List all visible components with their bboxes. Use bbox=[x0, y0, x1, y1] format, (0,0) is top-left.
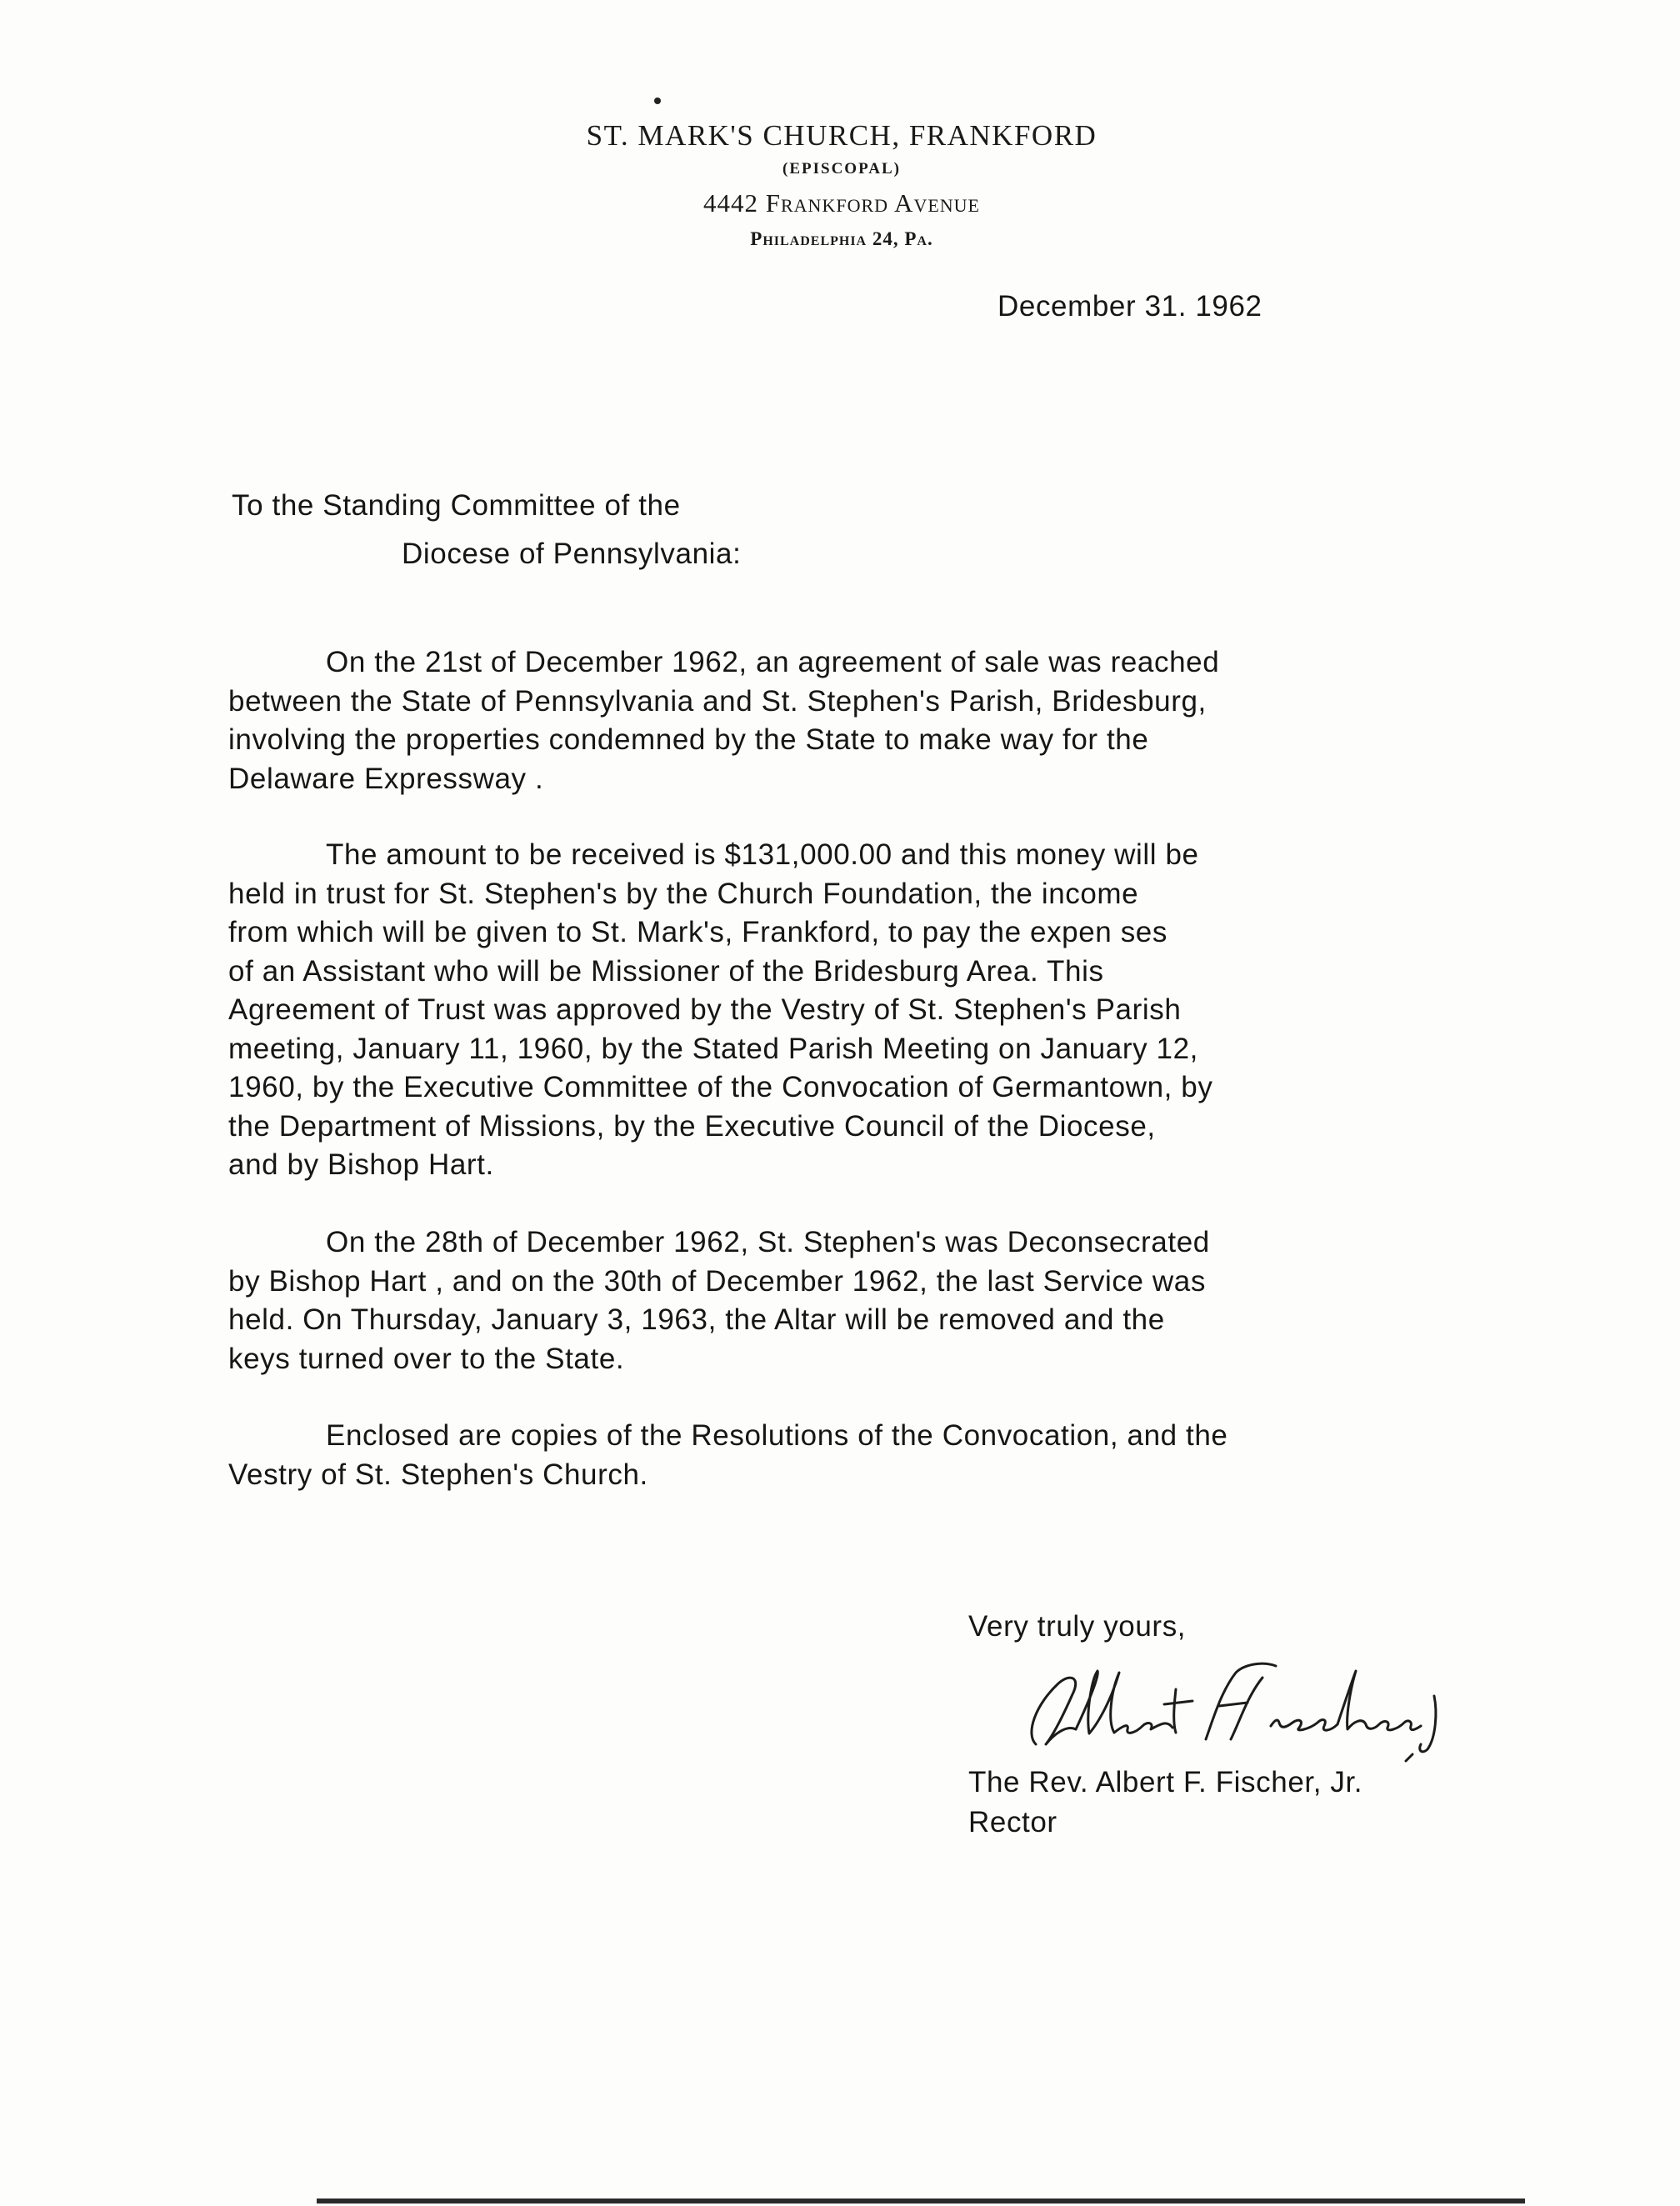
paragraph bbox=[228, 1223, 1437, 1378]
church-name: ST. MARK'S CHURCH, FRANKFORD bbox=[586, 119, 1098, 152]
handwritten-signature bbox=[1021, 1646, 1454, 1763]
paragraph-line: Enclosed are copies of the Resolutions of the Convocation, and the bbox=[326, 1419, 1228, 1452]
paragraph-line: between the State of Pennsylvania and St. Stephen's Parish, Bridesburg, bbox=[228, 684, 1207, 718]
paragraph-line: the Department of Missions, by the Executive Council of the Diocese, bbox=[228, 1109, 1156, 1143]
paragraph-line: meeting, January 11, 1960, by the Stated Parish Meeting on January 12, bbox=[228, 1032, 1198, 1065]
denomination: (EPISCOPAL) bbox=[782, 160, 901, 178]
ink-speck bbox=[654, 98, 661, 104]
paragraph-line: held. On Thursday, January 3, 1963, the Altar will be removed and the bbox=[228, 1303, 1165, 1336]
salutation bbox=[232, 482, 1232, 578]
church-city: Philadelphia 24, Pa. bbox=[750, 228, 933, 249]
paragraph-line: Agreement of Trust was approved by the Vestry of St. Stephen's Parish bbox=[228, 993, 1182, 1026]
paragraph-line: On the 21st of December 1962, an agreement of sale was reached bbox=[326, 646, 1220, 678]
paragraph-line: from which will be given to St. Mark's, Frankford, to pay the expen ses bbox=[228, 916, 1168, 948]
letter-date: December 31. 1962 bbox=[998, 290, 1262, 323]
paragraph-line: 1960, by the Executive Committee of the Convocation of Germantown, by bbox=[228, 1071, 1213, 1103]
paragraph-line: Vestry of St. Stephen's Church. bbox=[228, 1458, 648, 1491]
signer-title: Rector bbox=[968, 1806, 1058, 1838]
signer-name: The Rev. Albert F. Fischer, Jr. bbox=[968, 1766, 1363, 1798]
paragraph-line: keys turned over to the State. bbox=[228, 1342, 625, 1375]
paragraph-line: by Bishop Hart , and on the 30th of December 1962, the last Service was bbox=[228, 1264, 1206, 1298]
paragraph-line: The amount to be received is $131,000.00 and this money will be bbox=[326, 838, 1199, 871]
church-address: 4442 Frankford Avenue bbox=[703, 188, 980, 218]
letterhead bbox=[433, 115, 1250, 253]
salutation-line: Diocese of Pennsylvania: bbox=[402, 538, 742, 570]
paragraph-line: of an Assistant who will be Missioner of the Bridesburg Area. This bbox=[228, 954, 1104, 988]
paragraph bbox=[228, 643, 1437, 798]
paragraph bbox=[228, 836, 1437, 1185]
paragraph bbox=[228, 1417, 1437, 1494]
closing: Very truly yours, bbox=[968, 1610, 1187, 1643]
paragraph-line: held in trust for St. Stephen's by the Church Foundation, the income bbox=[228, 877, 1139, 910]
paragraph-line: involving the properties condemned by the State to make way for the bbox=[228, 723, 1149, 756]
paragraph-line: and by Bishop Hart. bbox=[228, 1148, 494, 1181]
paragraph-line: Delaware Expressway . bbox=[228, 762, 544, 795]
salutation-line: To the Standing Committee of the bbox=[232, 489, 681, 522]
paragraph-line: On the 28th of December 1962, St. Stephen's was Deconsecrated bbox=[326, 1226, 1210, 1258]
page-edge-shadow bbox=[317, 2198, 1525, 2203]
signer-block bbox=[968, 1763, 1552, 1843]
